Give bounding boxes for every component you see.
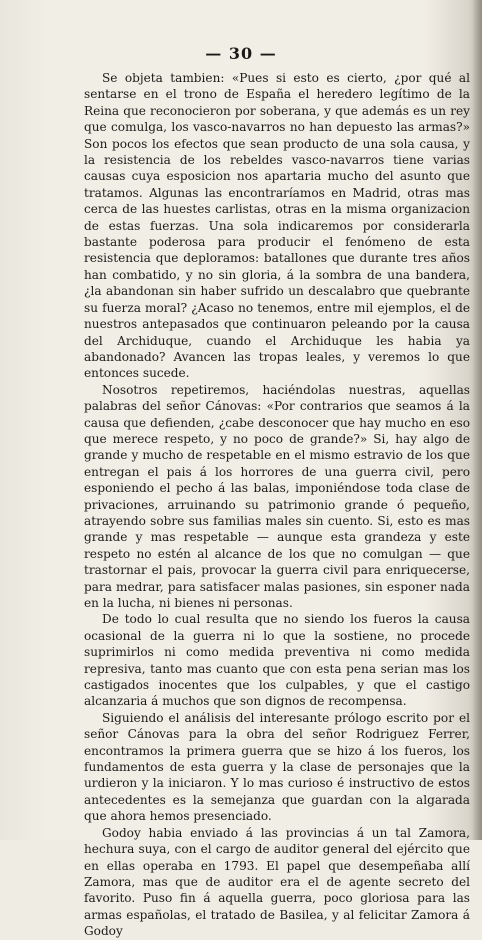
page-number: — 30 — <box>205 44 277 63</box>
paragraph: Godoy habia enviado á las provincias á un tal Zamora, hechura suya, con el cargo de auditor general del ejército que en ellas operaba en 1793. El papel que desempeñaba allí Zamora, mas que de auditor era el de agente secreto del favorito. Puso fin á aquella guerra, poco gloriosa para las armas españolas, el tratado de Basilea, y al felicitar Zamora á Godoy <box>84 825 470 939</box>
paragraph: Siguiendo el análisis del interesante prólogo escrito por el señor Cánovas para la obra del señor Rodriguez Ferrer, encontramos la primera guerra que se hizo á los fueros, los fundamentos de esta guerra y la clase de personajes que la urdieron y la iniciaron. Y lo mas curioso é instructivo de estos antecedentes es la semejanza que guardan con la algarada que ahora hemos presenciado. <box>84 710 470 824</box>
paragraph: Nosotros repetiremos, haciéndolas nuestras, aquellas palabras del señor Cánovas: «Por contrarios que seamos á la causa que defienden, ¿cabe desconocer que hay mucho en eso que merece respeto, y no poco de grande?» Si, hay algo de grande y mucho de respetable en el mismo estravio de los que entregan el pais á los horrores de una guerra civil, pero esponiendo el pecho á las balas, imponiéndose toda clase de privaciones, arruinando su patrimonio grande ó pequeño, atrayendo sobre sus familias males sin cuento. Si, esto es mas grande y mas respetable — aunque esta grandeza y este respeto no estén al alcance de los que no comulgan — que trastornar el pais, provocar la guerra civil para enriquecerse, para medrar, para satisfacer malas pasiones, sin esponer nada en la lucha, ni bienes ni personas. <box>84 382 470 610</box>
page-body <box>84 70 470 940</box>
page-edge-shadow <box>472 0 482 840</box>
paragraph: Se objeta tambien: «Pues si esto es cierto, ¿por qué al sentarse en el trono de España el heredero legítimo de la Reina que reconocieron por soberana, y que además es un rey que comulga, los vasco-navarros no han depuesto las armas?» Son pocos los efectos que sean producto de una sola causa, y la resistencia de los rebeldes vasco-navarros tiene varias causas cuya esposicion nos apartaria mucho del asunto que tratamos. Algunas las encontraríamos en Madrid, otras mas cerca de las huestes carlistas, otras en la misma organizacion de estas fuerzas. Una sola indicaremos por considerarla bastante poderosa para producir el fenómeno de esta resistencia que deploramos: batallones que durante tres años han combatido, y no sin gloria, á la sombra de una bandera, ¿la abandonan sin haber sufrido un descalabro que quebrante su fuerza moral? ¿Acaso no tenemos, entre mil ejemplos, el de nuestros antepasados que continuaron peleando por la causa del Archiduque, cuando el Archiduque les habia ya abandonado? Avancen las tropas leales, y veremos lo que entonces sucede. <box>84 71 470 381</box>
paragraph: De todo lo cual resulta que no siendo los fueros la causa ocasional de la guerra ni lo que la sostiene, no procede suprimirlos ni como medida preventiva ni como medida represiva, tanto mas cuanto que con esta pena serian mas los castigados inocentes que los culpables, y que el castigo alcanzaria á muchos que son dignos de recompensa. <box>84 612 470 709</box>
